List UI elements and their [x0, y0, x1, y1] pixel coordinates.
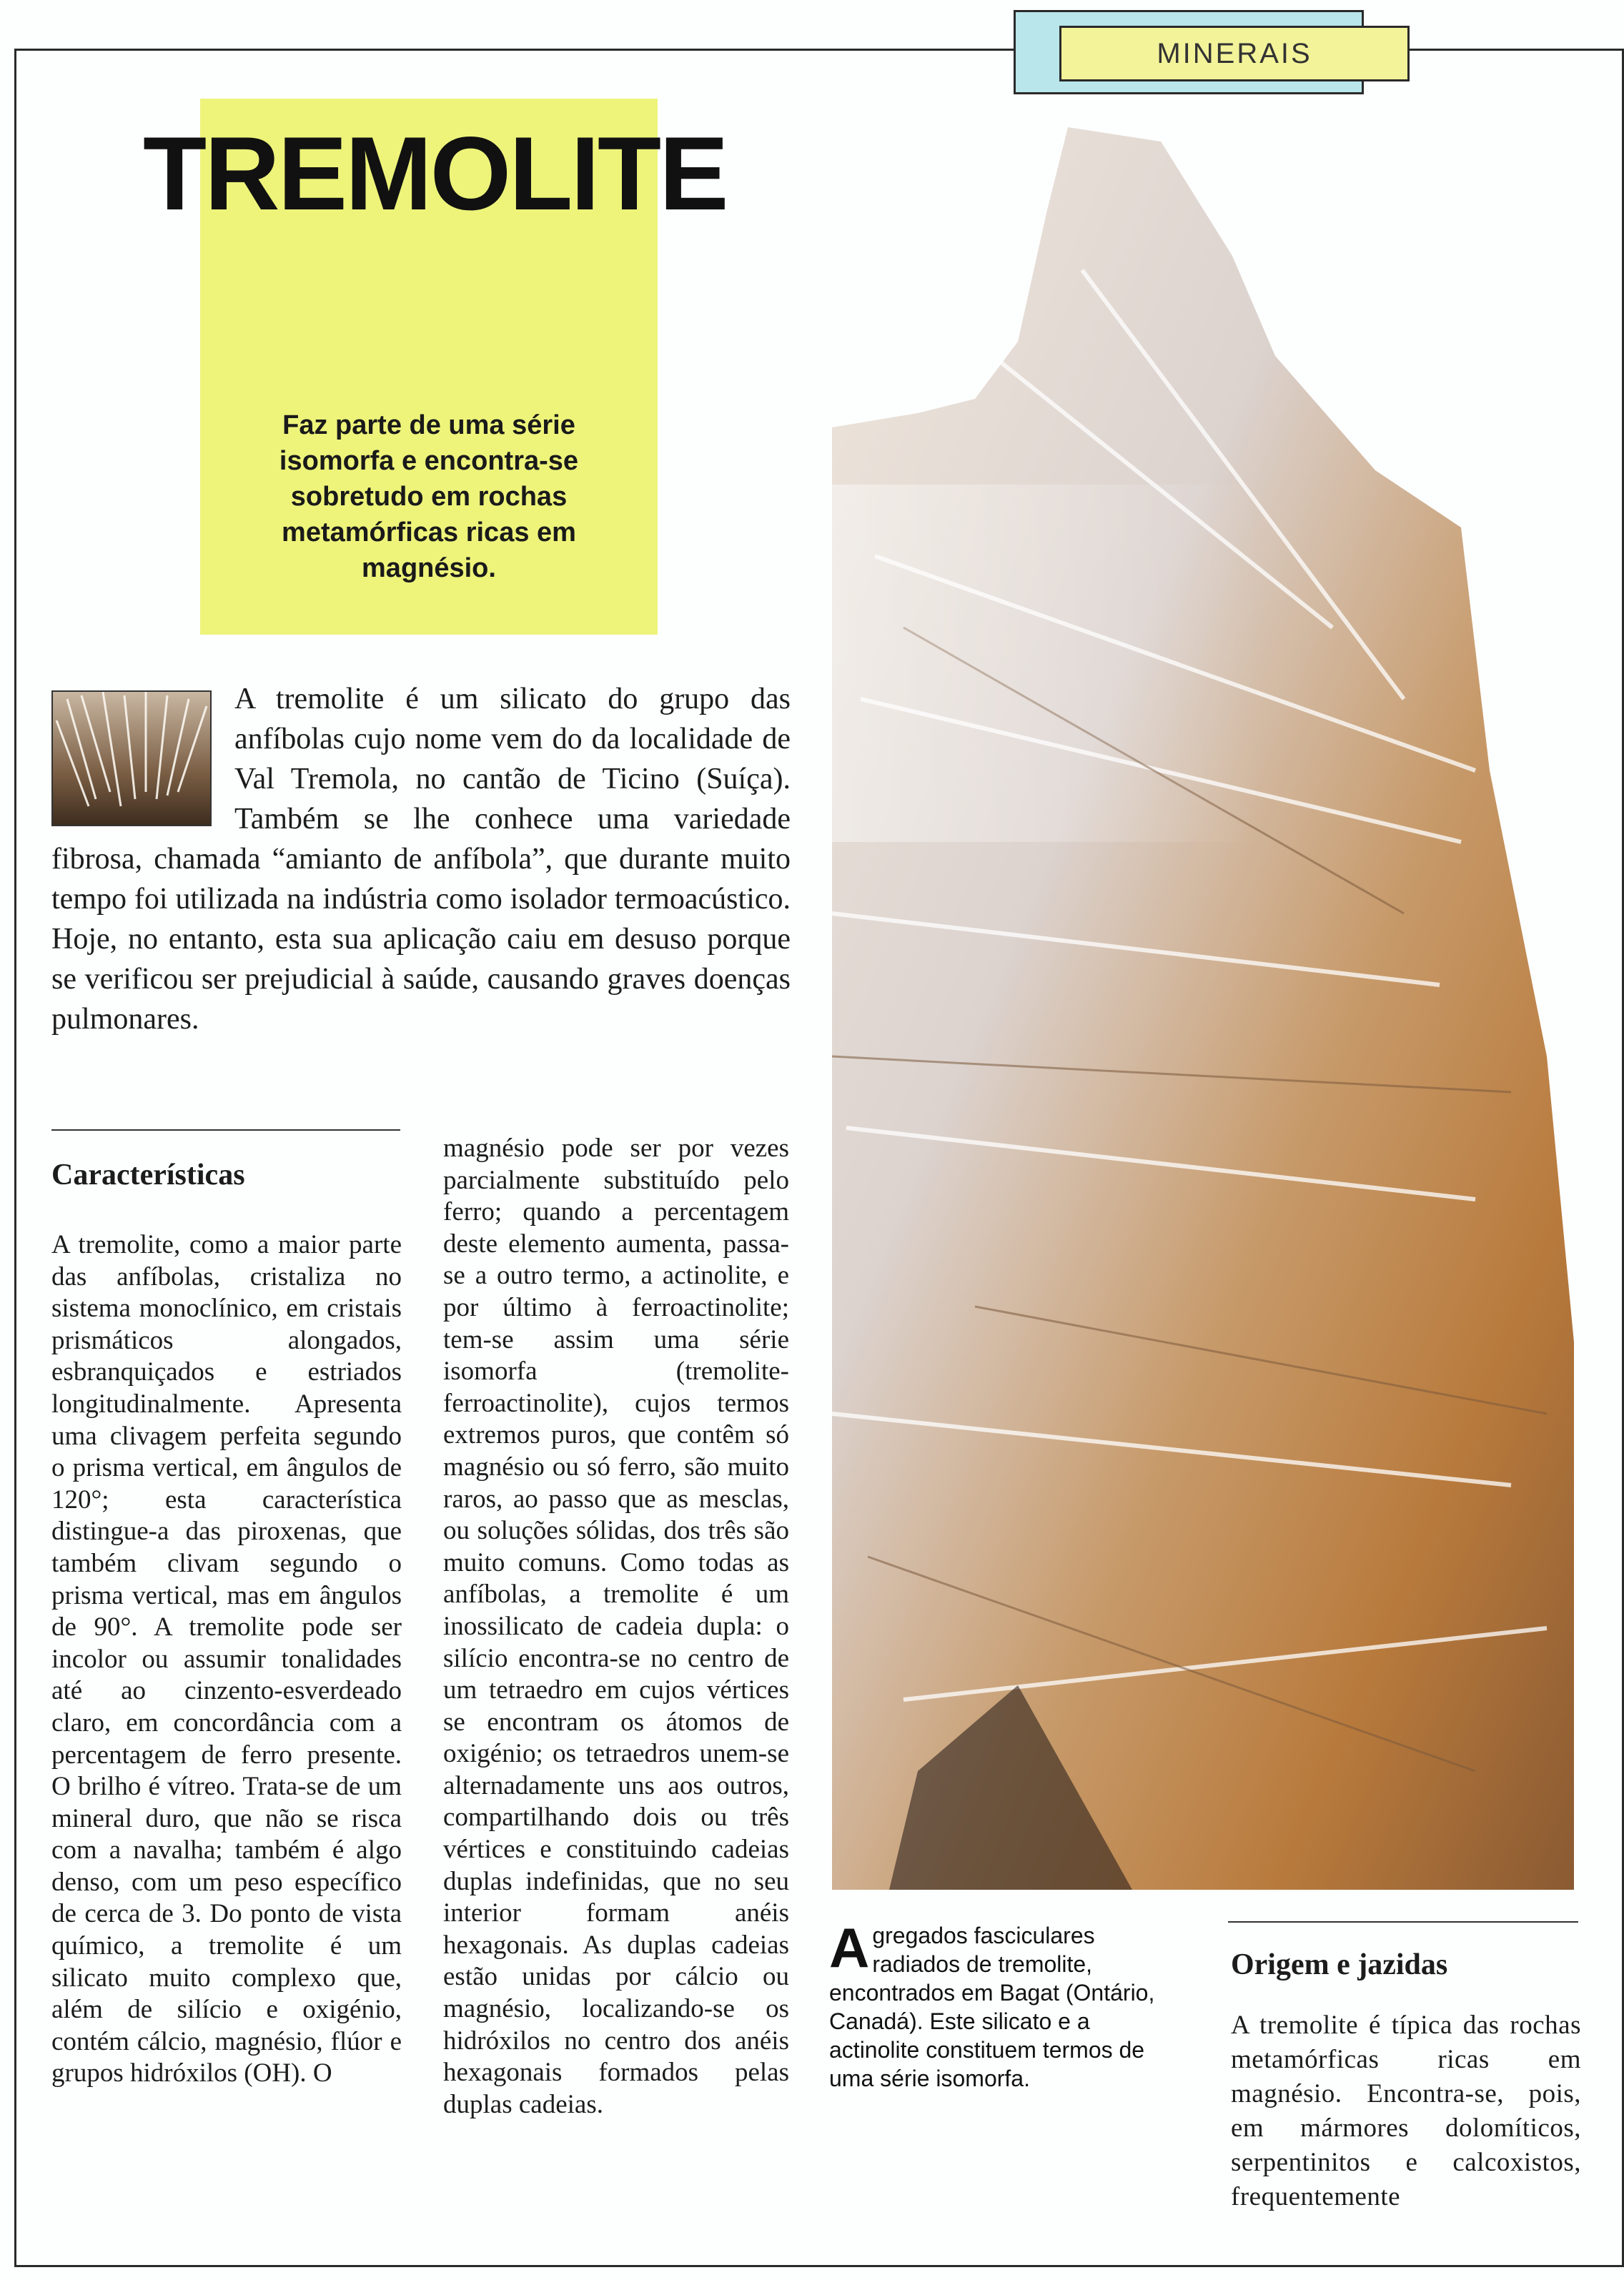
origem-text: A tremolite é típica das rochas metamórficas ricas em magnésio. Encontra-se, pois, em mármores dolomíticos, serpentinitos e calcoxistos, frequentemente — [1231, 2011, 1581, 2211]
tremolite-specimen-photo — [832, 127, 1574, 1890]
article-title: TREMOLITE — [143, 115, 727, 232]
caracteristicas-heading: Características — [51, 1159, 245, 1191]
photo-caption — [829, 1916, 1165, 2093]
lead-paragraph: A tremolite é um silicato do grupo das anfíbolas cujo nome vem do da localidade de Val Tremola, no cantão de Ticino (Suíça). Também se lhe conhece uma variedade fibrosa, chamada “amianto de anfíbola”, que durante muito tempo foi utilizada na indústria como isolador termoacústico. Hoje, no entanto, esta sua aplicação caiu em desuso porque se verificou ser prejudicial à saúde, causando graves doenças pulmonares. — [51, 683, 791, 1036]
section-rule-right — [1228, 1921, 1578, 1923]
section-tab: MINERAIS — [1059, 26, 1410, 81]
section-rule-left — [51, 1129, 400, 1131]
caracteristicas-column-2: magnésio pode ser por vezes parcialmente substituído pelo ferro; quando a percentagem deste elemento aumenta, passa-se a outro termo, a actinolite, e por último à ferroactinolite; tem-se assim uma série isomorfa (tremolite-ferroactinolite), cujos termos extremos puros, que contêm só magnésio ou só ferro, são muito raros, ao passo que as mesclas, ou soluções sólidas, dos três são muito comuns. Como todas as anfíbolas, a tremolite é um inossilicato de cadeia dupla: o silício encontra-se no centro de um tetraedro em cujos vértices se encontram os átomos de oxigénio; os tetraedros unem-se alternadamente uns aos outros, compartilhando dois ou três vértices e constituindo cadeias duplas indefinidas, que no seu interior formam anéis hexagonais. As duplas cadeias estão unidas por cálcio ou magnésio, localizando-se os hidróxilos no centro dos anéis hexagonais formados pelas duplas cadeias. — [443, 1134, 789, 2119]
intro-summary: Faz parte de uma série isomorfa e encontra-se sobretudo em rochas metamórficas ricas em magnésio. — [279, 410, 579, 583]
origem-heading: Origem e jazidas — [1231, 1948, 1448, 1981]
caption-text: gregados fasciculares radiados de tremolite, encontrados em Bagat (Ontário, Canadá). Este silicato e a actinolite constituem termos de uma série isomorfa. — [829, 1923, 1155, 2091]
caption-drop-cap: A — [829, 1916, 870, 1979]
caracteristicas-column-1: A tremolite, como a maior parte das anfíbolas, cristaliza no sistema monoclínico, em cristais prismáticos alongados, esbranquiçados e estriados longitudinalmente. Apresenta uma clivagem perfeita segundo o prisma vertical, em ângulos de 120°; esta característica distingue-a das piroxenas, que também clivam segundo o prisma vertical, mas em ângulos de 90°. A tremolite pode ser incolor ou assumir tonalidades até ao cinzento-esverdeado claro, em concordância com a percentagem de ferro presente. O brilho é vítreo. Trata-se de um mineral duro, que não se risca com a navalha; também é algo denso, com um peso específico de cerca de 3. Do ponto de vista químico, a tremolite é um silicato muito complexo que, além de silício e oxigénio, contém cálcio, magnésio, flúor e grupos hidróxilos (OH). O — [51, 1230, 402, 2088]
